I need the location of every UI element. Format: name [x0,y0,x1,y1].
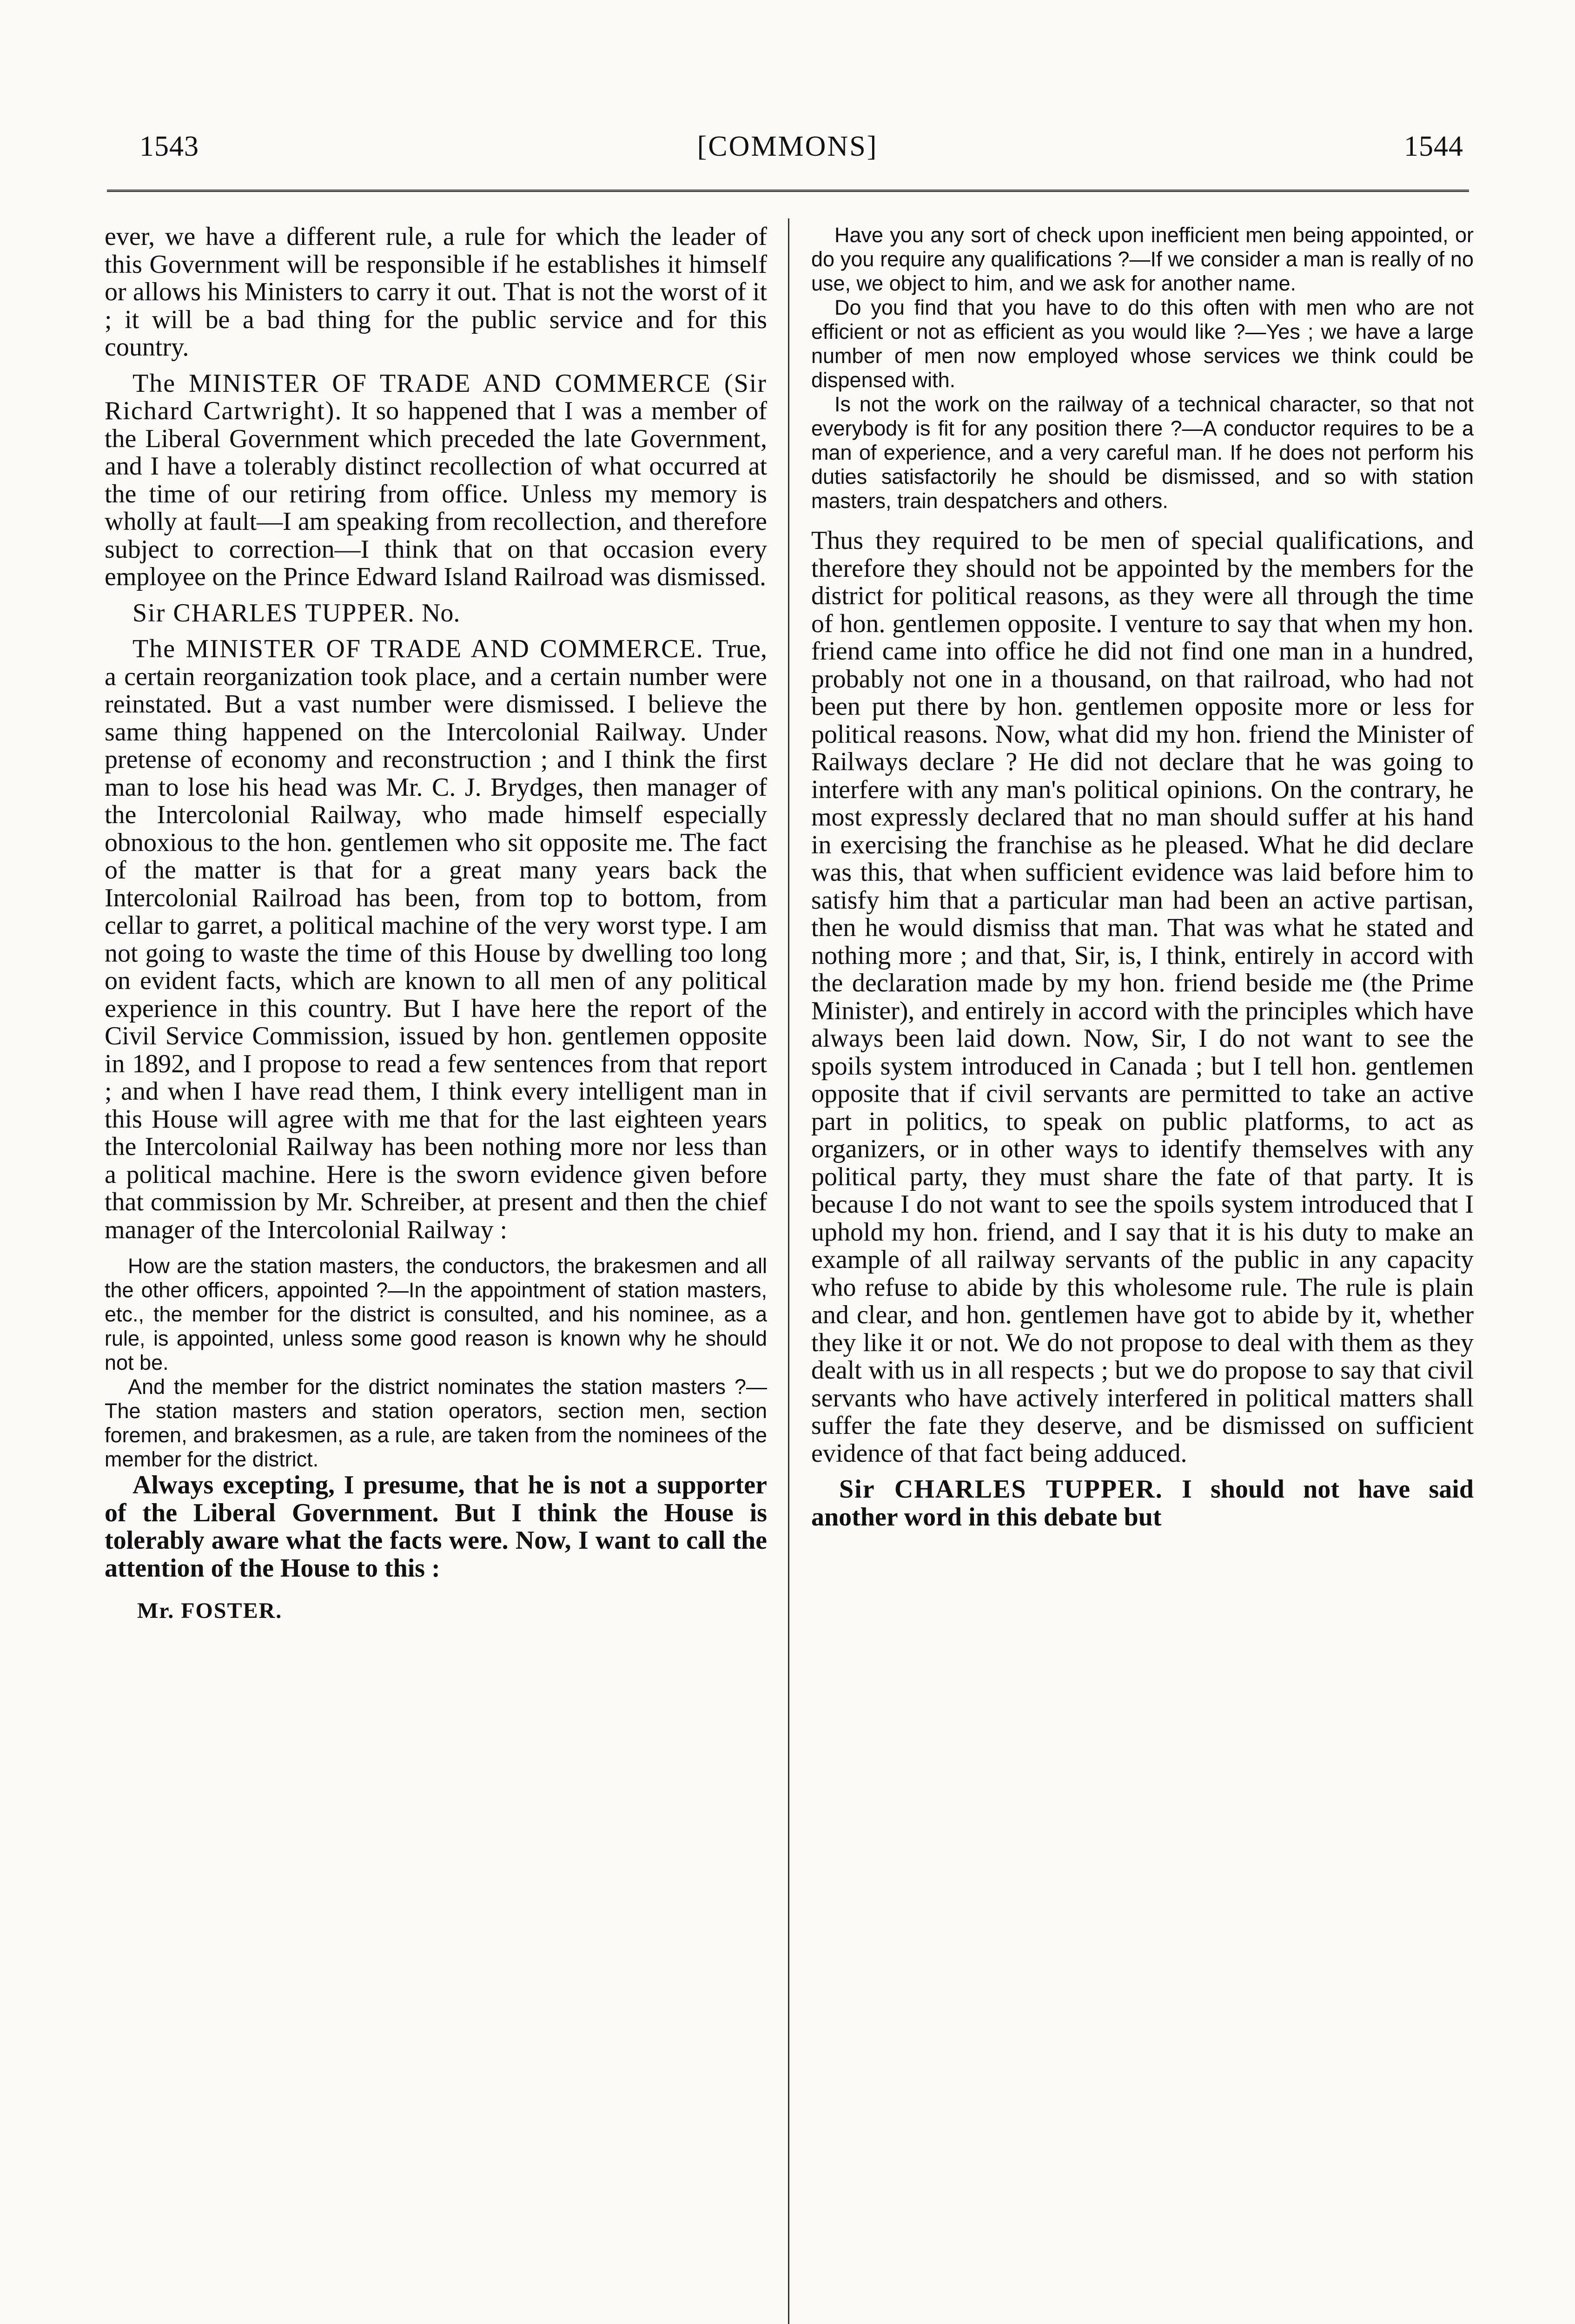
paragraph: ever, we have a different rule, a rule for which the leader of this Government will be responsible if he establishes it himself or allows his Ministers to carry it out. That is not the worst of it ; it will be a bad thing for the public service and for this country. [105,222,767,362]
speech [105,370,767,591]
evidence-quote: How are the station masters, the conductors, the brakesmen and all the other officers, appointed ?—In the appointment of station masters, etc., the member for the district is consulted, and his nominee, as a rule, is appointed, unless some good reason is known why he should not be. [105,1254,767,1374]
left-column [105,223,767,1624]
column-divider [788,218,789,2324]
speaker-name: The MINISTER OF TRADE AND COMMERCE (Sir Richard Cartwright). [105,369,767,425]
evidence-quote: And the member for the district nominates the station masters ?—The station masters and station operators, section men, section foremen, and brakesmen, as a rule, are taken from the nominees of the member for the district. [105,1375,767,1471]
right-column [811,223,1474,1531]
speech-text: I should not have said another word in this debate but [811,1475,1474,1532]
paragraph: Thus they required to be men of special qualifications, and therefore they should not be appointed by the members for the district for political reasons, as they were all through the time of hon. gentlemen opposite. I venture to say that when my hon. friend came into office he did not find one man in a hundred, probably not one in a thousand, on that railroad, who had not been put there by hon. gentlemen opposite more or less for political reasons. Now, what did my hon. friend the Minister of Railways declare ? He did not declare that he was going to interfere with any man's political opinions. On the contrary, he most expressly declared that no man should suffer at his hand in exercising the franchise as he pleased. What he did declare was this, that when sufficient evidence was laid before him to satisfy him that a particular man had been an active partisan, then he would dismiss that man. That was what he stated and nothing more ; and that, Sir, is, I think, entirely in accord with the declaration made by my hon. friend beside me (the Prime Minister), and entirely in accord with the principles which have always been laid down. Now, Sir, I do not want to see the spoils system introduced in Canada ; but I tell hon. gentlemen opposite that if civil servants are permitted to take an active part in politics, to speak on public platforms, to act as organizers, or in other ways to identify themselves with any political party, they must share the fate of that party. It is because I do not want to see the spoils system introduced that I uphold my hon. friend, and I say that it is his duty to make an example of all railway servants of the public in any capacity who refuse to abide by this wholesome rule. The rule is plain and clear, and hon. gentlemen have got to abide by it, whether they like it or not. We do not propose to deal with them as they dealt with us in all respects ; but we do propose to say that civil servants who have actively interfered in political matters shall suffer the fate they deserve, and be dismissed on sufficient evidence of that fact being adduced. [811,526,1474,1468]
page-header [0,130,1575,181]
speech [105,600,767,627]
speech [811,1476,1474,1531]
header-rule [107,190,1469,192]
paragraph: Always excepting, I presume, that he is not a supporter of the Liberal Government. But I think the House is tolerably aware what the facts were. Now, I want to call the attention of the House to this : [105,1471,767,1583]
speaker-name: Sir CHARLES TUPPER. [132,598,415,627]
evidence-quote: Do you find that you have to do this often with men who are not efficient or not as efficient as you would like ?—Yes ; we have a large number of men now employed whose services we think could be dispensed with. [811,296,1474,392]
speaker-name: The MINISTER OF TRADE AND COMMERCE. [132,634,704,663]
running-title: [COMMONS] [697,131,878,162]
evidence-quote: Is not the work on the railway of a technical character, so that not everybody is fit for any position there ?—A conductor requires to be a man of experience, and a very careful man. If he does not perform his duties satisfactorily he should be dismissed, and so with station masters, train despatchers and others. [811,392,1474,513]
page-number-left: 1543 [139,131,199,162]
speaker-name: Sir CHARLES TUPPER. [839,1475,1163,1504]
speech-text: It so happened that I was a member of the Liberal Government which preceded the late Government, and I have a tolerably distinct recollection of what occurred at the time of our retiring from office. Unless my memory is wholly at fault—I am speaking from recollection, and therefore subject to correction—I think that on that occasion every employee on the Prince Edward Island Railroad was dismissed. [105,396,767,591]
page-number-right: 1544 [1404,131,1463,162]
speech [105,635,767,1244]
speech-text: No. [415,598,460,627]
footer-speaker: Mr. FOSTER. [137,1598,283,1623]
speech-text: True, a certain reorganization took place, and a certain number were reinstated. But a vast number were dismissed. I believe the same thing happened on the Intercolonial Railway. Under pretense of economy and reconstruction ; and I think the first man to lose his head was Mr. C. J. Brydges, then manager of the Intercolonial Railway, who made himself especially obnoxious to the hon. gentlemen who sit opposite me. The fact of the matter is that for a great many years back the Intercolonial Railroad has been, from top to bottom, from cellar to garret, a political machine of the very worst type. I am not going to waste the time of this House by dwelling too long on evident facts, which are known to all men of any political experience in this country. But I have here the report of the Civil Service Commission, issued by hon. gentlemen opposite in 1892, and I propose to read a few sentences from that report ; and when I have read them, I think every intelligent man in this House will agree with me that for the last eighteen years the Intercolonial Railway has been nothing more nor less than a political machine. Here is the sworn evidence given before that commission by Mr. Schreiber, at present and then the chief manager of the Intercolonial Railway : [105,634,767,1244]
evidence-quote: Have you any sort of check upon inefficient men being appointed, or do you require any qualifications ?—If we consider a man is really of no use, we object to him, and we ask for another name. [811,223,1474,295]
